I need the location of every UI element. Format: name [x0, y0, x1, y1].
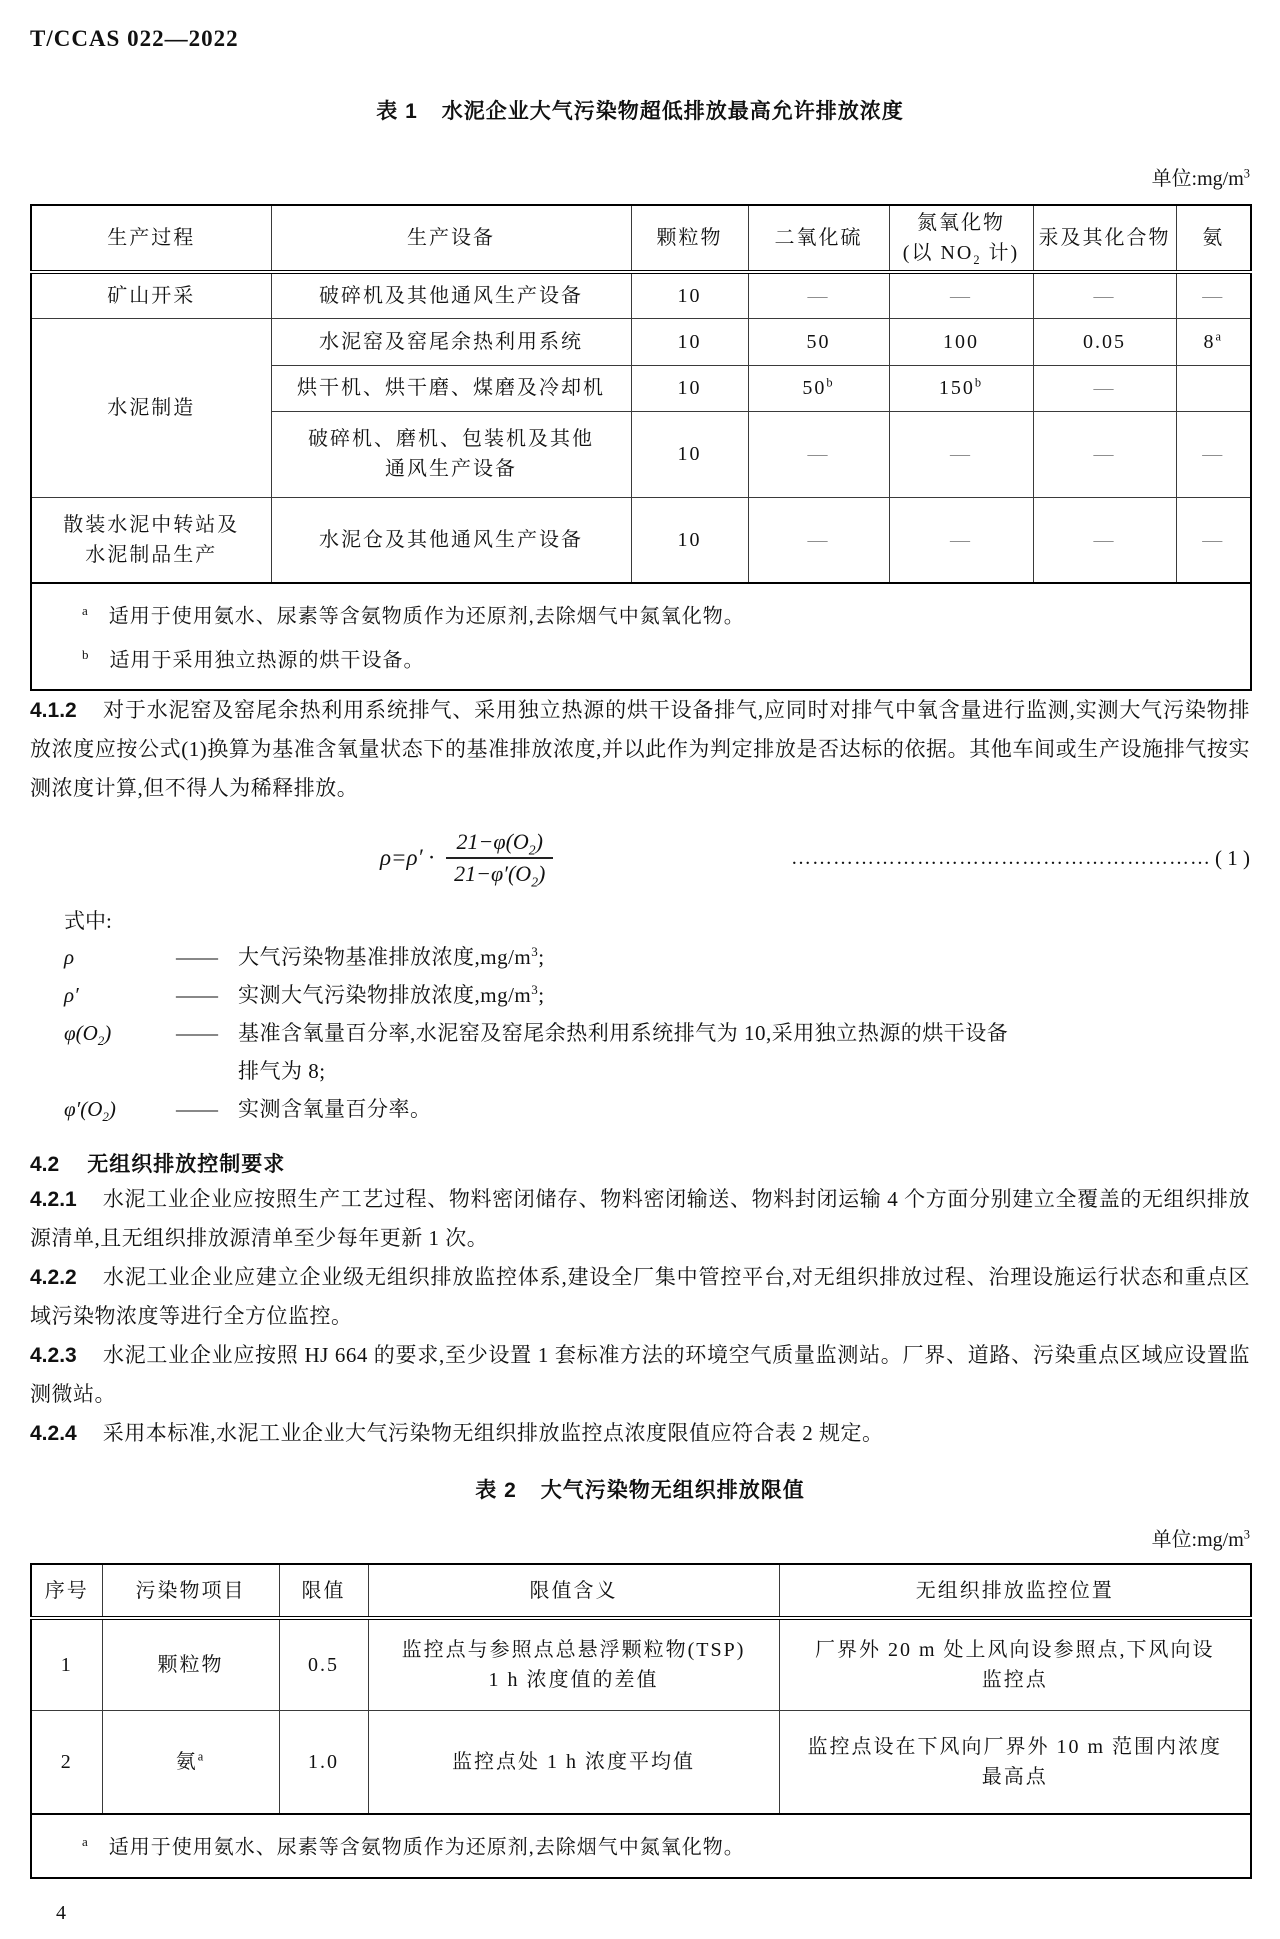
- table-cell: 50$^b$: [748, 365, 889, 411]
- table-row: [31, 497, 1251, 583]
- definition-text: 实测含氧量百分率。: [238, 1097, 432, 1122]
- table-footnote: $^a$ 适用于使用氨水、尿素等含氨物质作为还原剂,去除烟气中氮氧化物。: [82, 1834, 745, 1859]
- formula-fraction: [446, 829, 553, 890]
- definition-symbol: $\varphi(O_2)$: [64, 1021, 112, 1049]
- table-cell: —: [1033, 497, 1176, 583]
- table-cell: 1.0: [279, 1710, 368, 1814]
- table2-caption-label: 表 2: [475, 1479, 517, 1503]
- table-cell: —: [1033, 272, 1176, 318]
- table-cell: 100: [889, 318, 1033, 365]
- table-cell: 厂界外 20 m 处上风向设参照点,下风向设 监控点: [779, 1618, 1251, 1710]
- table-cell: 0.05: [1033, 318, 1176, 365]
- table-cell: [1176, 365, 1251, 411]
- table-cell: 10: [631, 497, 748, 583]
- column-header: 限值含义: [368, 1564, 779, 1618]
- table-cell: 水泥窑及窑尾余热利用系统: [271, 318, 631, 365]
- column-header: 限值: [279, 1564, 368, 1618]
- table-footnote: $^b$ 适用于采用独立热源的烘干设备。: [82, 646, 425, 672]
- table-cell: —: [1176, 272, 1251, 318]
- definition-item: [64, 1090, 1250, 1128]
- section-number: 4.2.2: [30, 1266, 77, 1290]
- heading-4-2: [30, 1150, 1250, 1180]
- table-cell: —: [1176, 497, 1251, 583]
- definition-dash: ——: [176, 1021, 218, 1046]
- table2-caption-title: 大气污染物无组织排放限值: [540, 1479, 805, 1503]
- definition-item: [64, 938, 1250, 976]
- definition-text: 大气污染物基准排放浓度$,mg/m^3$;: [238, 944, 545, 970]
- definition-text: 实测大气污染物排放浓度$,mg/m^3$;: [238, 982, 545, 1008]
- table-footnote: $^a$ 适用于使用氨水、尿素等含氨物质作为还原剂,去除烟气中氮氧化物。: [82, 603, 745, 628]
- table-cell: 监控点与参照点总悬浮颗粒物(TSP) 1 h 浓度值的差值: [368, 1618, 779, 1710]
- heading-title: 无组织排放控制要求: [87, 1153, 286, 1177]
- table-cell: 2: [31, 1710, 102, 1814]
- formula-lhs: ρ=ρ′ ·: [380, 845, 435, 871]
- paragraph-4-2-3: [30, 1336, 1250, 1414]
- column-header: 污染物项目: [102, 1564, 279, 1618]
- definition-text: 基准含氧量百分率,水泥窑及窑尾余热利用系统排气为 10,采用独立热源的烘干设备 排气为 8;: [238, 1021, 1009, 1084]
- footnote-mark: b: [82, 646, 90, 662]
- table-cell: —: [748, 497, 889, 583]
- section-number: 4.2.3: [30, 1344, 77, 1368]
- table-cell: —: [748, 411, 889, 497]
- definition-item: [64, 976, 1250, 1014]
- standard-code: T/CCAS 022—2022: [30, 26, 239, 51]
- table-cell: —: [748, 272, 889, 318]
- definition-dash: ——: [176, 1097, 218, 1122]
- formula: [380, 829, 553, 890]
- table1-caption-title: 水泥企业大气污染物超低排放最高允许排放浓度: [441, 100, 904, 123]
- table-header-row: [31, 1564, 1251, 1618]
- table-cell: —: [889, 411, 1033, 497]
- symbol-definitions: [30, 938, 1250, 1128]
- equation-1: [30, 818, 1250, 898]
- section-number: 4.2.1: [30, 1188, 77, 1212]
- table-cell: 1: [31, 1618, 102, 1710]
- definition-symbol: ρ′: [64, 983, 79, 1008]
- column-header: 序号: [31, 1564, 102, 1618]
- table-cell: 10: [631, 365, 748, 411]
- heading-number: 4.2: [30, 1153, 60, 1177]
- footnote-mark: a: [82, 603, 89, 618]
- table-cell: 氨$^a$: [102, 1710, 279, 1814]
- paragraph-4-2-1: [30, 1180, 1250, 1258]
- table1-caption-label: 表 1: [376, 100, 418, 123]
- page-number: 4: [56, 1902, 66, 1924]
- definition-symbol: ρ: [64, 945, 75, 970]
- column-header: 无组织排放监控位置: [779, 1564, 1251, 1618]
- where-label: 式中:: [64, 909, 112, 934]
- equation-number: ( 1 ): [1215, 845, 1250, 870]
- table-cell: 破碎机、磨机、包装机及其他 通风生产设备: [271, 411, 631, 497]
- table-cell: 8$^a$: [1176, 318, 1251, 365]
- section-text: 水泥工业企业应按照 HJ 664 的要求,至少设置 1 套标准方法的环境空气质量监测站。厂界、道路、污染重点区域应设置监测微站。: [30, 1343, 1250, 1407]
- table-cell: 0.5: [279, 1618, 368, 1710]
- table-row: [31, 1618, 1251, 1710]
- definition-symbol: $\varphi'(O_2)$: [64, 1097, 116, 1125]
- table-row: [31, 272, 1251, 318]
- table-cell: —: [1033, 411, 1176, 497]
- table-cell: 10: [631, 411, 748, 497]
- definition-item: [64, 1014, 1250, 1090]
- section-number: 4.1.2: [30, 699, 77, 723]
- table-footnote-row: [31, 583, 1251, 690]
- column-header: 颗粒物: [631, 205, 748, 272]
- column-header: 生产设备: [271, 205, 631, 272]
- table-footnote-row: [31, 1814, 1251, 1878]
- section-text: 对于水泥窑及窑尾余热利用系统排气、采用独立热源的烘干设备排气,应同时对排气中氧含量进行监测,实测大气污染物排放浓度应按公式(1)换算为基准含氧量状态下的基准排放浓度,并以此作为判定排放是否达标的依据。其他车间或生产设施排气按实测浓度计算,但不得人为稀释排放。: [30, 698, 1250, 801]
- table-cell: 监控点处 1 h 浓度平均值: [368, 1710, 779, 1814]
- column-header: 氨: [1176, 205, 1251, 272]
- definition-dash: ——: [176, 983, 218, 1008]
- table-row: [31, 1710, 1251, 1814]
- table-cell: 50: [748, 318, 889, 365]
- table-cell: 监控点设在下风向厂界外 10 m 范围内浓度 最高点: [779, 1710, 1251, 1814]
- section-text: 采用本标准,水泥工业企业大气污染物无组织排放监控点浓度限值应符合表 2 规定。: [102, 1421, 884, 1446]
- table-cell: —: [1033, 365, 1176, 411]
- table-cell: 10: [631, 272, 748, 318]
- table-cell: 水泥制造: [31, 318, 271, 497]
- paragraph-4-2-2: [30, 1258, 1250, 1336]
- table1-unit: 单位$:mg/m^3$: [1151, 166, 1250, 190]
- section-text: 水泥工业企业应按照生产工艺过程、物料密闭储存、物料密闭输送、物料封闭运输 4 个方面分别建立全覆盖的无组织排放源清单,且无组织排放源清单至少每年更新 1 次。: [30, 1187, 1250, 1251]
- table-cell: 10: [631, 318, 748, 365]
- table-cell: 水泥仓及其他通风生产设备: [271, 497, 631, 583]
- table2-unit: 单位$:mg/m^3$: [1151, 1527, 1250, 1552]
- section-text: 水泥工业企业应建立企业级无组织排放监控体系,建设全厂集中管控平台,对无组织排放过程、治理设施运行状态和重点区域污染物浓度等进行全方位监控。: [30, 1265, 1250, 1329]
- table1-caption: [30, 98, 1250, 126]
- table-header-row: [31, 205, 1251, 272]
- table-cell: 颗粒物: [102, 1618, 279, 1710]
- table-cell: —: [889, 497, 1033, 583]
- table-cell: 烘干机、烘干磨、煤磨及冷却机: [271, 365, 631, 411]
- table2-fugitive-emission-limits: [30, 1563, 1252, 1879]
- table-cell: —: [1176, 411, 1251, 497]
- table-cell: —: [889, 272, 1033, 318]
- column-header: 生产过程: [31, 205, 271, 272]
- footnote-mark: a: [82, 1834, 89, 1850]
- column-header: 二氧化硫: [748, 205, 889, 272]
- table-cell: 150$^b$: [889, 365, 1033, 411]
- section-number: 4.2.4: [30, 1422, 77, 1446]
- table-footnote-cell: [31, 1814, 1251, 1878]
- table2-caption: [30, 1477, 1250, 1505]
- table-footnote-cell: [31, 583, 1251, 690]
- equation-dot-leader: ……………………………………………………: [791, 846, 1211, 869]
- column-header: 汞及其化合物: [1033, 205, 1176, 272]
- table-cell: 破碎机及其他通风生产设备: [271, 272, 631, 318]
- paragraph-4-1-2: [30, 691, 1250, 808]
- formula-numerator: $21-\varphi(O_2)$: [446, 829, 553, 859]
- column-header: 氮氧化物 (以 $NO_2$ 计): [889, 205, 1033, 272]
- definition-dash: ——: [176, 945, 218, 970]
- table1-emission-limits: [30, 204, 1252, 691]
- paragraph-4-2-4: [30, 1414, 1250, 1453]
- table-row: [31, 318, 1251, 365]
- table-cell: 散装水泥中转站及 水泥制品生产: [31, 497, 271, 583]
- table-cell: 矿山开采: [31, 272, 271, 318]
- formula-denominator: $21-\varphi'(O_2)$: [454, 861, 546, 890]
